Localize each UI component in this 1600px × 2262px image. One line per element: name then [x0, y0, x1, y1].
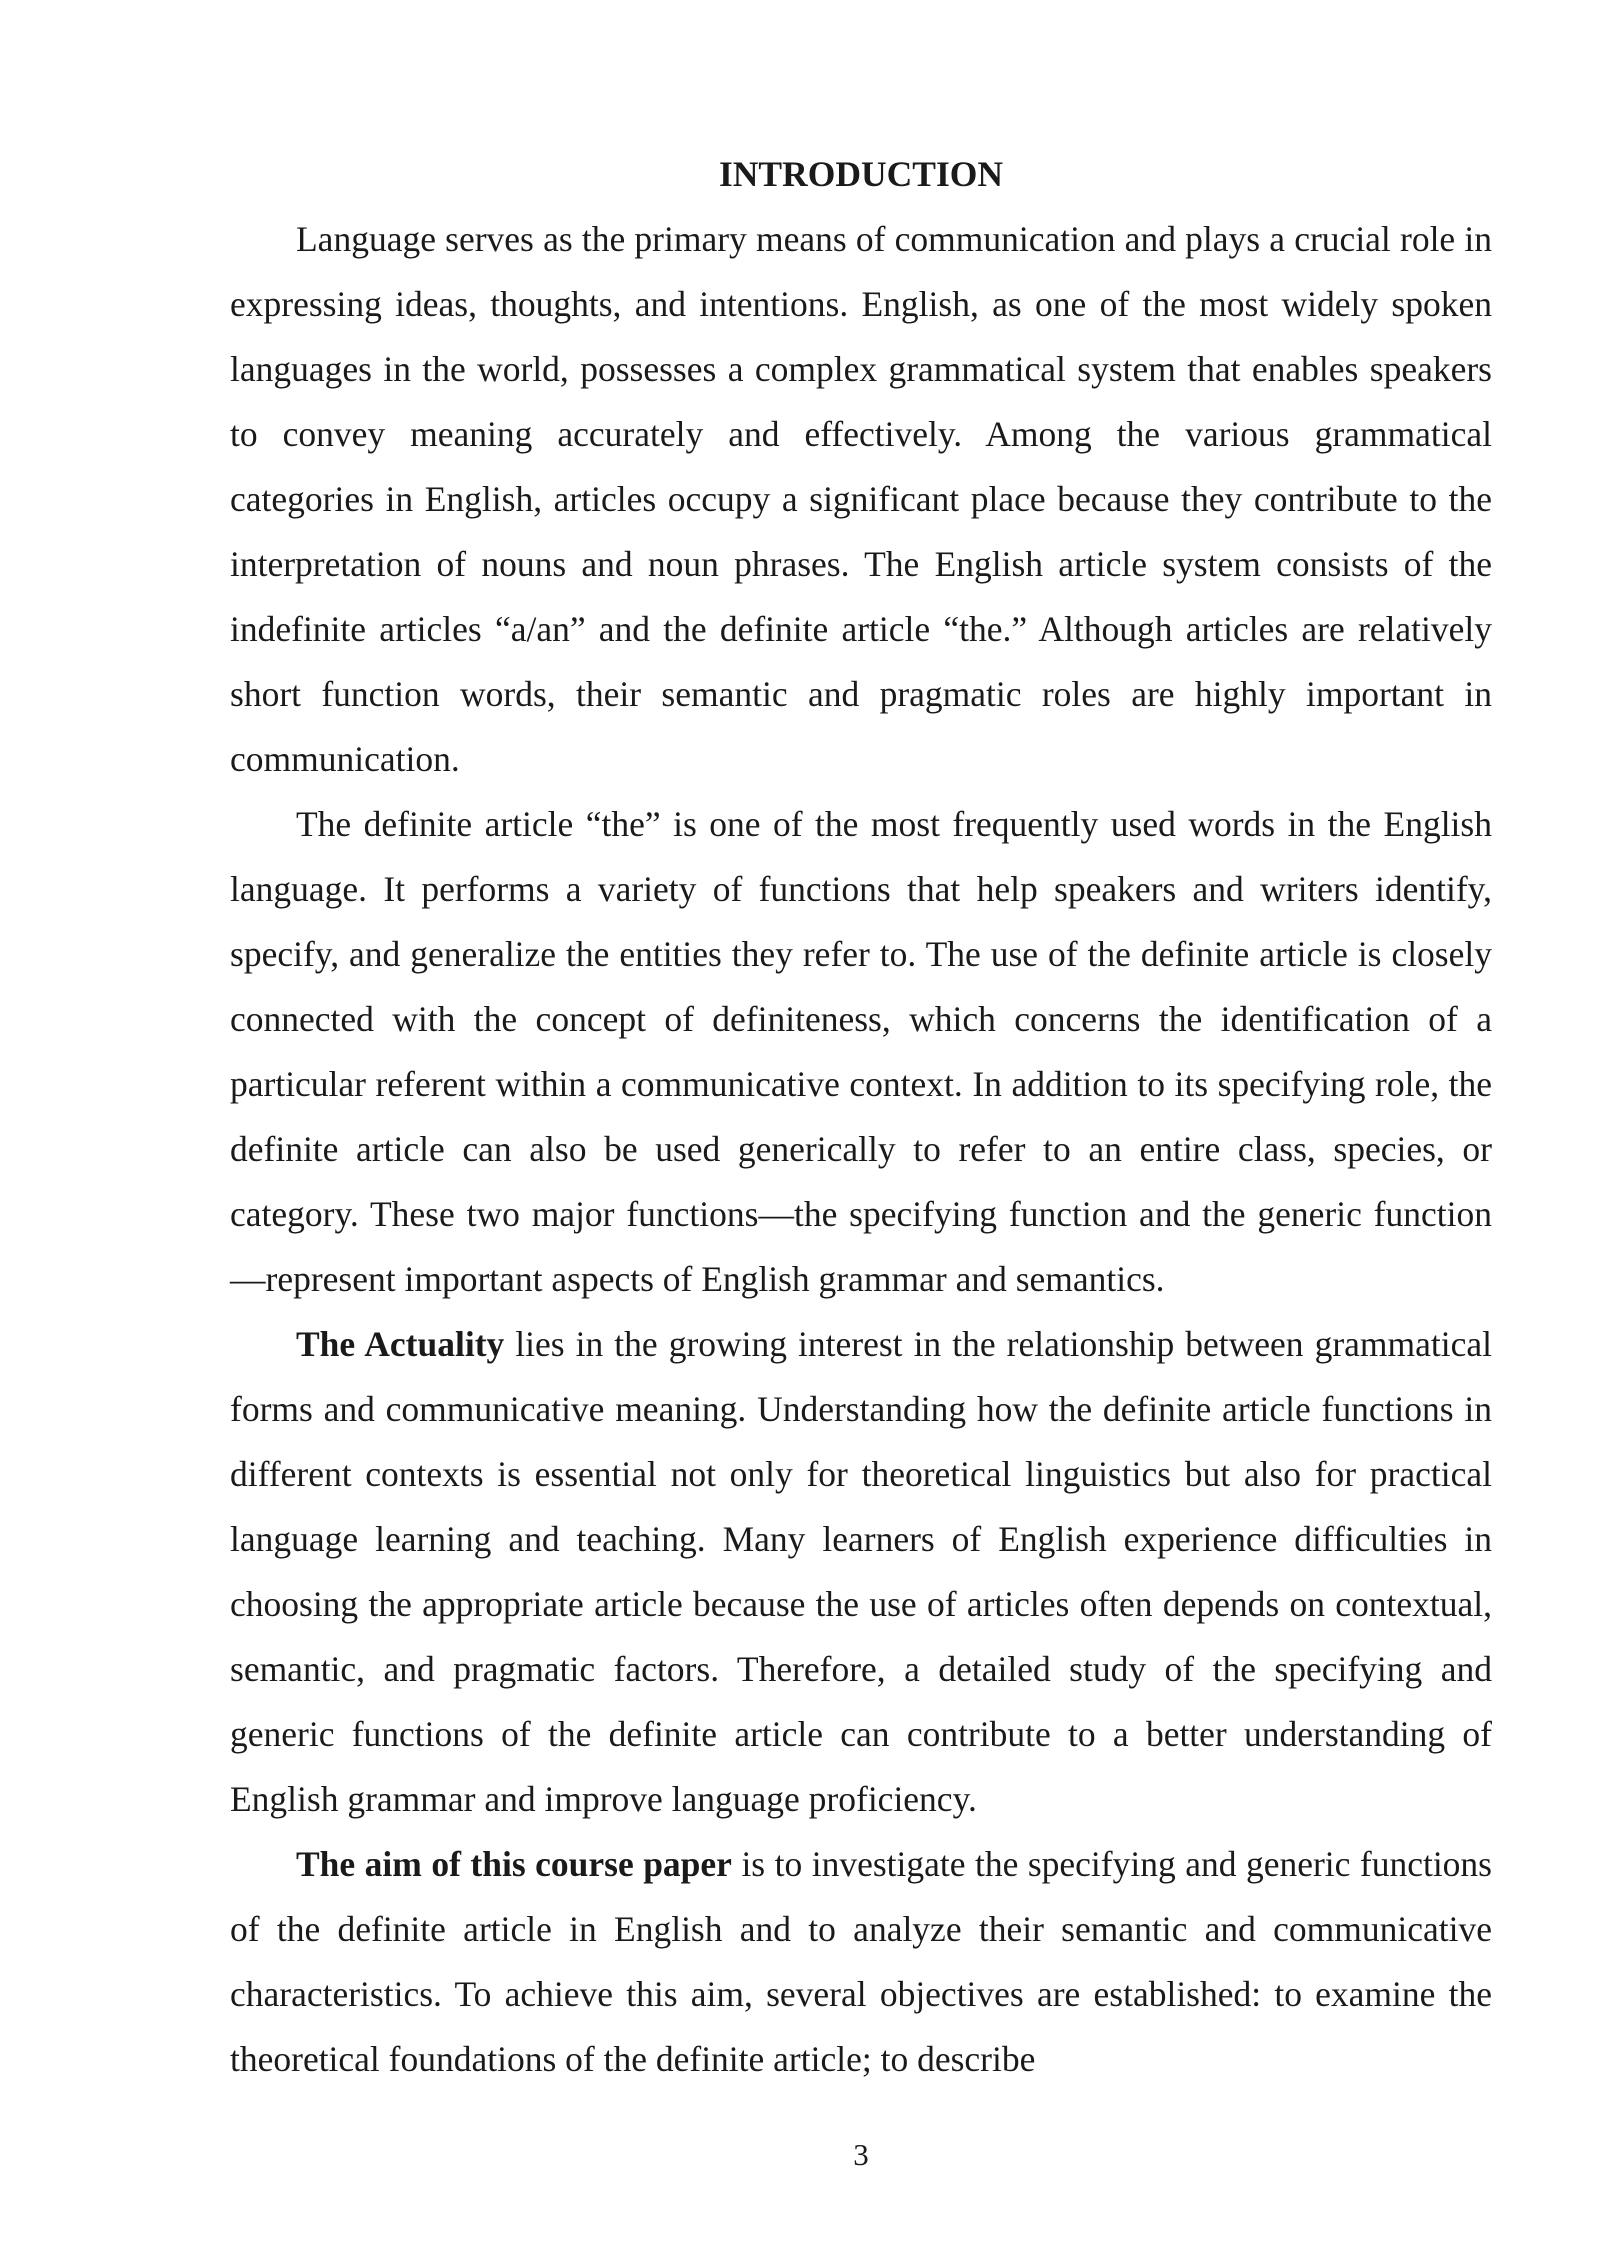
- paragraph-actuality-lead: The Actuality: [296, 1324, 505, 1364]
- paragraph-actuality-text: lies in the growing interest in the relationship between grammatical forms and communicative meaning. Understanding how the definite article functions in different contexts is essential not only for theoretical linguistics but also for practical language learning and teaching. Many learners of English experience difficulties in choosing the appropriate article because the use of articles often depends on contextual, semantic, and pragmatic factors. Therefore, a detailed study of the specifying and generic functions of the definite article can contribute to a better understanding of English grammar and improve language proficiency.: [230, 1324, 1492, 1819]
- page-number: 3: [853, 2137, 869, 2172]
- paragraph-2: [230, 792, 1492, 1312]
- paragraph-1: [230, 207, 1492, 792]
- paragraph-1-text: Language serves as the primary means of communication and plays a crucial role in expressing ideas, thoughts, and intentions. English, as one of the most widely spoken languages in the world, possesses a complex grammatical system that enables speakers to convey meaning accurately and effectively. Among the various grammatical categories in English, articles occupy a significant place because they contribute to the interpretation of nouns and noun phrases. The English article system consists of the indefinite articles “a/an” and the definite article “the.” Although articles are relatively short function words, their semantic and pragmatic roles are highly important in communication.: [230, 219, 1492, 779]
- paragraph-2-text: The definite article “the” is one of the most frequently used words in the English language. It performs a variety of functions that help speakers and writers identify, specify, and generalize the entities they refer to. The use of the definite article is closely connected with the concept of definiteness, which concerns the identification of a particular referent within a communicative context. In addition to its specifying role, the definite article can also be used generically to refer to an entire class, species, or category. These two major functions—the specifying function and the generic function—represent important aspects of English grammar and semantics.: [230, 804, 1492, 1299]
- paragraph-actuality: [230, 1312, 1492, 1832]
- page-body: [230, 142, 1492, 2092]
- paragraph-aim-lead: The aim of this course paper: [296, 1844, 732, 1884]
- paragraph-aim-text: is to investigate the specifying and generic functions of the definite article in English and to analyze their semantic and communicative characteristics. To achieve this aim, several objectives are established: to examine the theoretical foundations of the definite article; to describe: [230, 1844, 1493, 2079]
- section-heading: INTRODUCTION: [718, 154, 1004, 194]
- paragraph-aim: [230, 1832, 1492, 2092]
